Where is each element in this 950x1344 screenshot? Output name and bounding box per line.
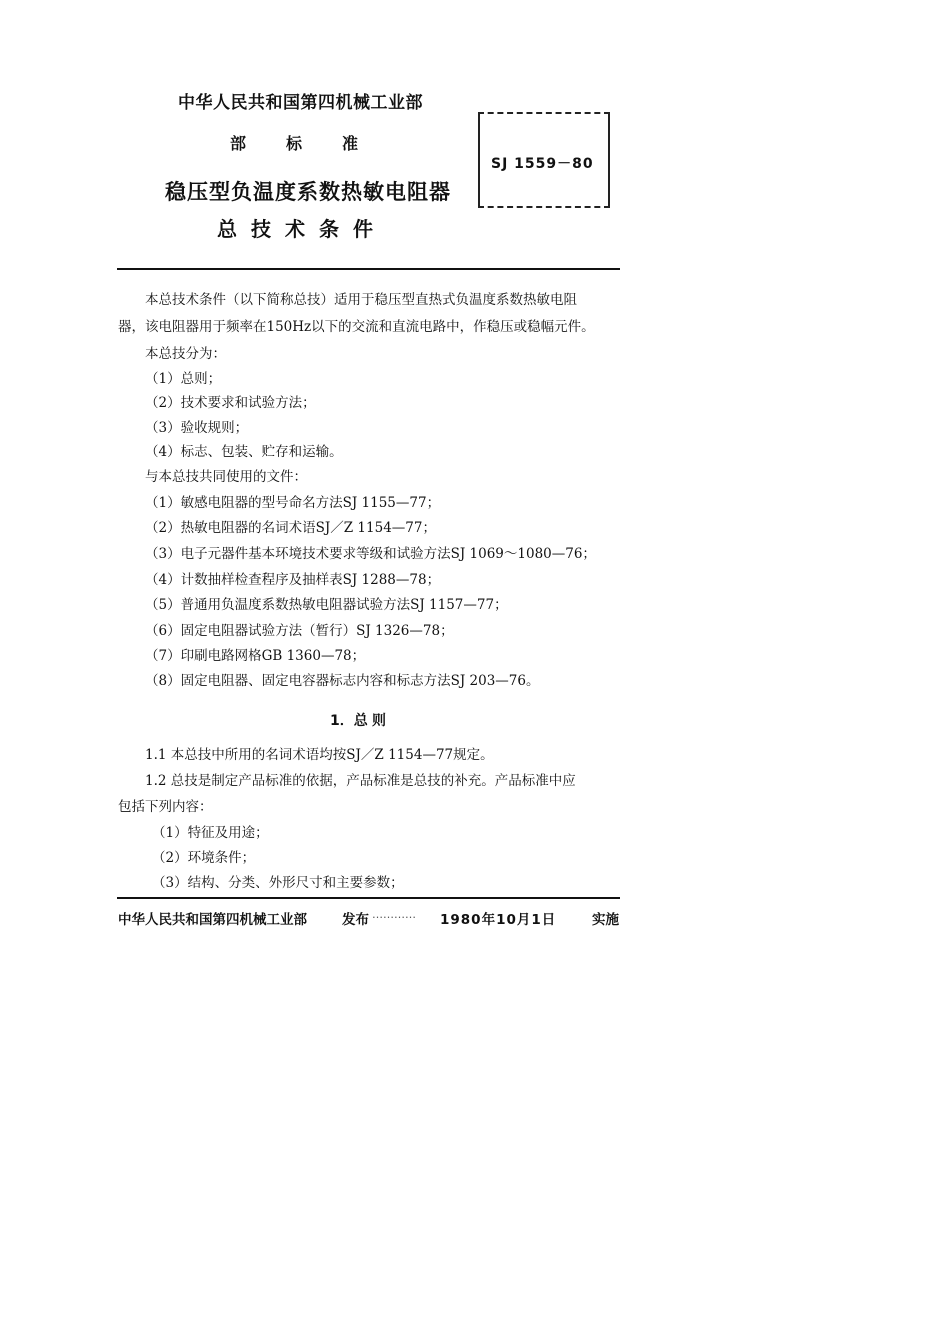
footer-dots: …………	[372, 908, 416, 921]
list-item: （1）特征及用途；	[152, 825, 269, 841]
list-item: （1）敏感电阻器的型号命名方法SJ 1155—77；	[145, 495, 441, 511]
section-heading	[330, 710, 414, 730]
list-item: （6）固定电阻器试验方法（暂行）SJ 1326—78；	[145, 623, 454, 639]
standard-type-char: 准	[342, 134, 359, 153]
section-heading-part: 则	[372, 713, 386, 729]
list-item: （3）电子元器件基本环境技术要求等级和试验方法SJ 1069～1080—76；	[145, 546, 596, 562]
footer-issue-label: 发布	[342, 912, 369, 928]
clause: 包括下列内容：	[118, 799, 213, 815]
list-item: （4）计数抽样检查程序及抽样表SJ 1288—78；	[145, 572, 441, 588]
list-item: （1）总则；	[145, 371, 222, 387]
docs-heading: 与本总技共同使用的文件：	[145, 469, 307, 485]
list-item: （7）印刷电路网格GB 1360—78；	[145, 648, 366, 664]
standard-number: SJ 1559－80	[491, 156, 594, 172]
standard-type-char: 标	[286, 134, 303, 153]
document-title-line1: 稳压型负温度系数热敏电阻器	[165, 180, 451, 204]
issuing-ministry: 中华人民共和国第四机械工业部	[178, 93, 423, 113]
list-item: （2）环境条件；	[152, 850, 256, 866]
list-item: （3）结构、分类、外形尺寸和主要参数；	[152, 875, 404, 891]
footer-effective-date: 1980年10月1日	[440, 912, 557, 928]
list-item: （4）标志、包装、贮存和运输。	[145, 444, 343, 460]
clause: 1.2 总技是制定产品标准的依据，产品标准是总技的补充。产品标准中应	[145, 773, 576, 789]
list-item: （5）普通用负温度系数热敏电阻器试验方法SJ 1157—77；	[145, 597, 508, 613]
clause: 1.1 本总技中所用的名词术语均按SJ／Z 1154—77规定。	[145, 747, 494, 763]
header-divider	[117, 268, 620, 270]
standard-type	[230, 131, 398, 154]
footer-effective-label: 实施	[592, 912, 619, 928]
parts-heading: 本总技分为：	[145, 346, 226, 362]
list-item: （2）热敏电阻器的名词术语SJ／Z 1154—77；	[145, 520, 436, 536]
footer-issuer: 中华人民共和国第四机械工业部	[118, 912, 307, 928]
section-heading-part: 1．总	[330, 713, 368, 729]
document-title-line2: 总技术条件	[217, 217, 387, 241]
footer-divider	[117, 897, 620, 899]
list-item: （8）固定电阻器、固定电容器标志内容和标志方法SJ 203—76。	[145, 673, 540, 689]
list-item: （3）验收规则；	[145, 420, 249, 436]
intro-line: 本总技术条件（以下简称总技）适用于稳压型直热式负温度系数热敏电阻	[145, 292, 577, 308]
standard-type-char: 部	[230, 134, 247, 153]
list-item: （2）技术要求和试验方法；	[145, 395, 316, 411]
intro-line: 器，该电阻器用于频率在150Hz以下的交流和直流电路中，作稳压或稳幅元件。	[118, 319, 595, 335]
